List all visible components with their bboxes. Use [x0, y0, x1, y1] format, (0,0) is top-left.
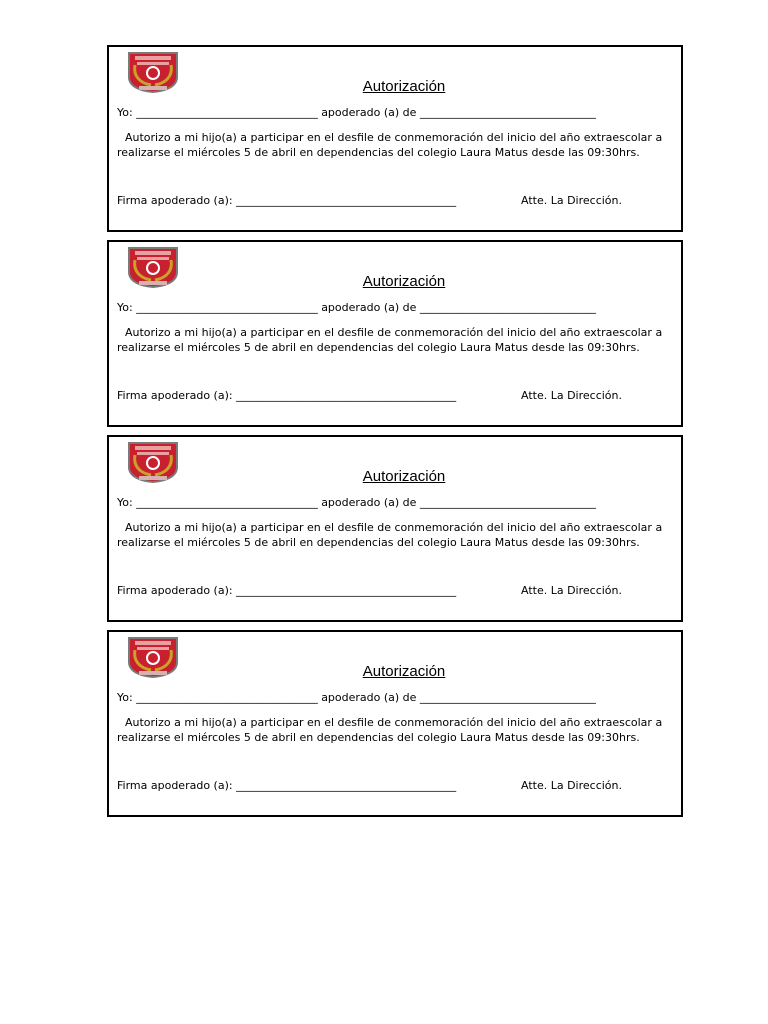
guardian-name-line: Yo: _________________________________ apoderado (a) de ________________________________	[117, 106, 596, 119]
guardian-signature-line: Firma apoderado (a): ________________________________________	[117, 194, 457, 207]
slip-title: Autorización	[362, 663, 446, 680]
signoff-text: Atte. La Dirección.	[521, 389, 623, 402]
guardian-name-line: Yo: _________________________________ apoderado (a) de ________________________________	[117, 301, 596, 314]
authorization-text	[117, 130, 673, 160]
slip-title: Autorización	[362, 468, 446, 485]
authorization-text	[117, 715, 673, 745]
authorization-text-line-1: Autorizo a mi hijo(a) a participar en el desfile de conmemoración del inicio del año extraescolar a	[125, 131, 663, 144]
authorization-slip-1	[107, 45, 683, 232]
guardian-signature-line: Firma apoderado (a): ________________________________________	[117, 779, 457, 792]
signoff-text: Atte. La Dirección.	[521, 584, 623, 597]
signoff-text: Atte. La Dirección.	[521, 779, 623, 792]
slip-title: Autorización	[362, 273, 446, 290]
guardian-signature-line: Firma apoderado (a): ________________________________________	[117, 389, 457, 402]
guardian-signature-line: Firma apoderado (a): ________________________________________	[117, 584, 457, 597]
authorization-slip-4	[107, 630, 683, 817]
guardian-name-line: Yo: _________________________________ apoderado (a) de ________________________________	[117, 691, 596, 704]
authorization-slip-3	[107, 435, 683, 622]
signoff-text: Atte. La Dirección.	[521, 194, 623, 207]
authorization-text-line-1: Autorizo a mi hijo(a) a participar en el desfile de conmemoración del inicio del año extraescolar a	[125, 326, 663, 339]
guardian-name-line: Yo: _________________________________ apoderado (a) de ________________________________	[117, 496, 596, 509]
slip-title: Autorización	[362, 78, 446, 95]
authorization-text	[117, 325, 673, 355]
authorization-text-line-1: Autorizo a mi hijo(a) a participar en el desfile de conmemoración del inicio del año extraescolar a	[125, 521, 663, 534]
authorization-text-line-2: realizarse el miércoles 5 de abril en dependencias del colegio Laura Matus desde las 09:30hrs.	[117, 536, 640, 549]
authorization-text-line-2: realizarse el miércoles 5 de abril en dependencias del colegio Laura Matus desde las 09:30hrs.	[117, 731, 640, 744]
authorization-text-line-2: realizarse el miércoles 5 de abril en dependencias del colegio Laura Matus desde las 09:30hrs.	[117, 341, 640, 354]
authorization-text	[117, 520, 673, 550]
authorization-text-line-2: realizarse el miércoles 5 de abril en dependencias del colegio Laura Matus desde las 09:30hrs.	[117, 146, 640, 159]
authorization-text-line-1: Autorizo a mi hijo(a) a participar en el desfile de conmemoración del inicio del año extraescolar a	[125, 716, 663, 729]
authorization-slip-2	[107, 240, 683, 427]
